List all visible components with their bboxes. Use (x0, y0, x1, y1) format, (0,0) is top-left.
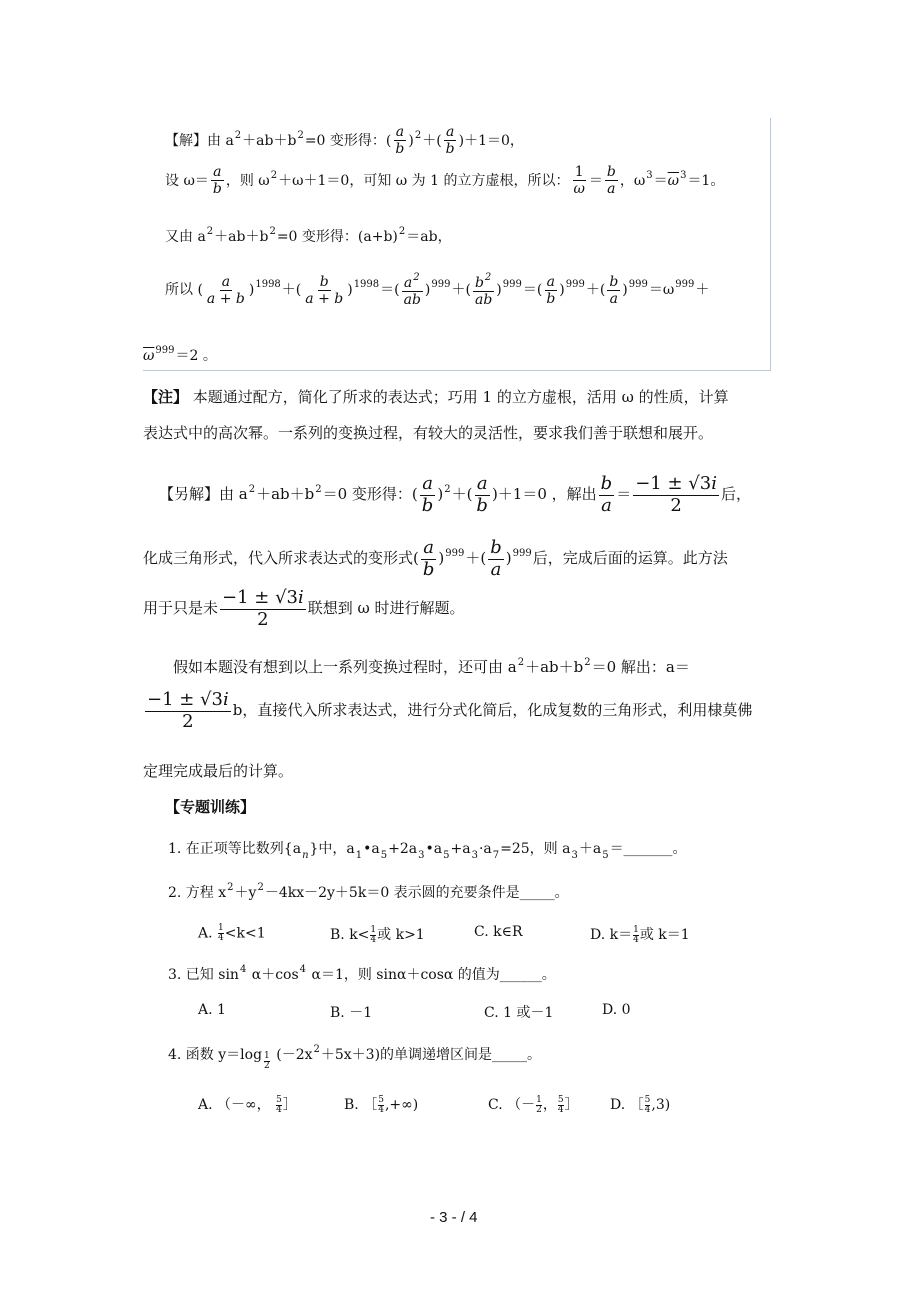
q4-option-b: B. ［ $\frac{5}{4}$ ,+∞) (344, 1094, 419, 1115)
q3-option-b: B. －1 (330, 1005, 373, 1021)
page-number: - 3 - / 4 (430, 1209, 478, 1226)
q3-option-d: D. 0 (602, 1002, 631, 1018)
solution-line-4: 所以 ( $\frac{a}{a + b}$ )$^{1998}$＋( $\frac{b}{a + b}$ )$^{1998}$＝( $\frac{a^2}{ab}$ )$^{999}$＋( $\frac{b^2}{ab}$ )$^{999}$＝( $\frac{a}{b}$ )$^{999}$＋( $\frac{b}{a}$ )$^{999}=\omega^{999}+$ (165, 272, 710, 309)
q2-option-b: B. k< $\frac{1}{4}$ 或 k>1 (330, 924, 425, 945)
question-1: 1. 在正项等比数列$\{a_n\}$中，$a_1•a_5+2a_3•a_5+a_3\cdot a_7=25$，则 $a_3+a_5=\_\_\_\_\_\_\_$。 (168, 841, 687, 861)
note-line-2: 表达式中的高次幂。一系列的变换过程，有较大的灵活性，要求我们善于联想和展开。 (143, 424, 714, 442)
training-title: 【专题训练】 (165, 798, 256, 816)
q2-option-a: A. $\frac{1}{4}$ <k<1 (198, 923, 266, 943)
solution-line-3: 又由 $a^2+ab+b^2=0$ 变形得：$(a+b)^2=ab$， (165, 226, 452, 245)
q3-option-c: C. 1 或－1 (484, 1005, 554, 1021)
q4-option-d: D. ［ $\frac{5}{4}$ ,3) (610, 1094, 671, 1115)
para-line-1: 假如本题没有想到以上一系列变换过程时，还可由 $a^2+ab+b^2=0$ 解出：a＝ (173, 657, 690, 676)
q4-option-c: C. （－ $\frac{1}{2}$ ， $\frac{5}{4}$ ］ (488, 1094, 579, 1115)
alt-line-2: 化成三角形式，代入所求表达式的变形式( $\frac{a}{b}$ )$^{999}$＋( $\frac{b}{a}$ )$^{999}$后，完成后面的运算。此方法 (143, 537, 728, 580)
alt-line-3: 用于只是未 $\frac{-1 \pm √3i}{2}$ 联想到 ω 时进行解题。 (143, 587, 465, 630)
solution-line-1: 【解】由 $a^2+ab+b^2=0$ 变形得：( $\frac{a}{b}$ )$^2$＋( $\frac{a}{b}$ )＋1＝0， (165, 124, 524, 158)
alt-line-1: 【另解】由 $a^2+ab+b^2=0$ 变形得：( $\frac{a}{b}$ )$^2$＋( $\frac{a}{b}$ )＋1＝0 ，解出 $\frac{b}{a}$ ＝ $\frac{-1 \pm √3i}{2}$ 后， (159, 473, 751, 516)
question-3: 3. 已知 $\sin^4 \alpha+\cos^4$ α＝1，则 sinα＋cosα 的值为______。 (168, 964, 556, 983)
para-line-2: $\frac{-1 \pm √3i}{2}$ b，直接代入所求表达式，进行分式化简后，化成复数的三角形式，利用棣莫佛 (147, 689, 753, 732)
q4-option-a: A. （－∞， $\frac{5}{4}$ ］ (198, 1094, 297, 1115)
q3-option-a: A. 1 (198, 1002, 226, 1018)
q2-option-d: D. k＝ $\frac{1}{4}$ 或 k＝1 (590, 924, 690, 945)
q2-option-c: C. k∈R (474, 924, 523, 940)
question-4: 4. 函数 y＝log $_{\frac{1}{2}}$ $(-2x^2+5x+3)$的单调递增区间是_____。 (168, 1044, 542, 1071)
note-line-1: 【注】 本题通过配方，简化了所求的表达式；巧用 1 的立方虚根，活用 ω 的性质，计算 (143, 388, 729, 406)
solution-line-2: 设 ω＝ $\frac{a}{b}$ ，则 $\omega^2+\omega+1=0$，可知 ω 为 1 的立方虚根，所以： $\frac{1}{\omega}$ ＝ $\frac{b}{a}$ ，$\omega^3=\overline{\omega}^3=1$。 (165, 164, 725, 198)
para-line-3: 定理完成最后的计算。 (143, 762, 294, 780)
question-2: 2. 方程 $x^2+y^2-4kx-2y+5k=0$ 表示圆的充要条件是_____。 (168, 882, 569, 901)
solution-line-5: $\overline{\omega}^{999}=2$ 。 (143, 345, 217, 364)
